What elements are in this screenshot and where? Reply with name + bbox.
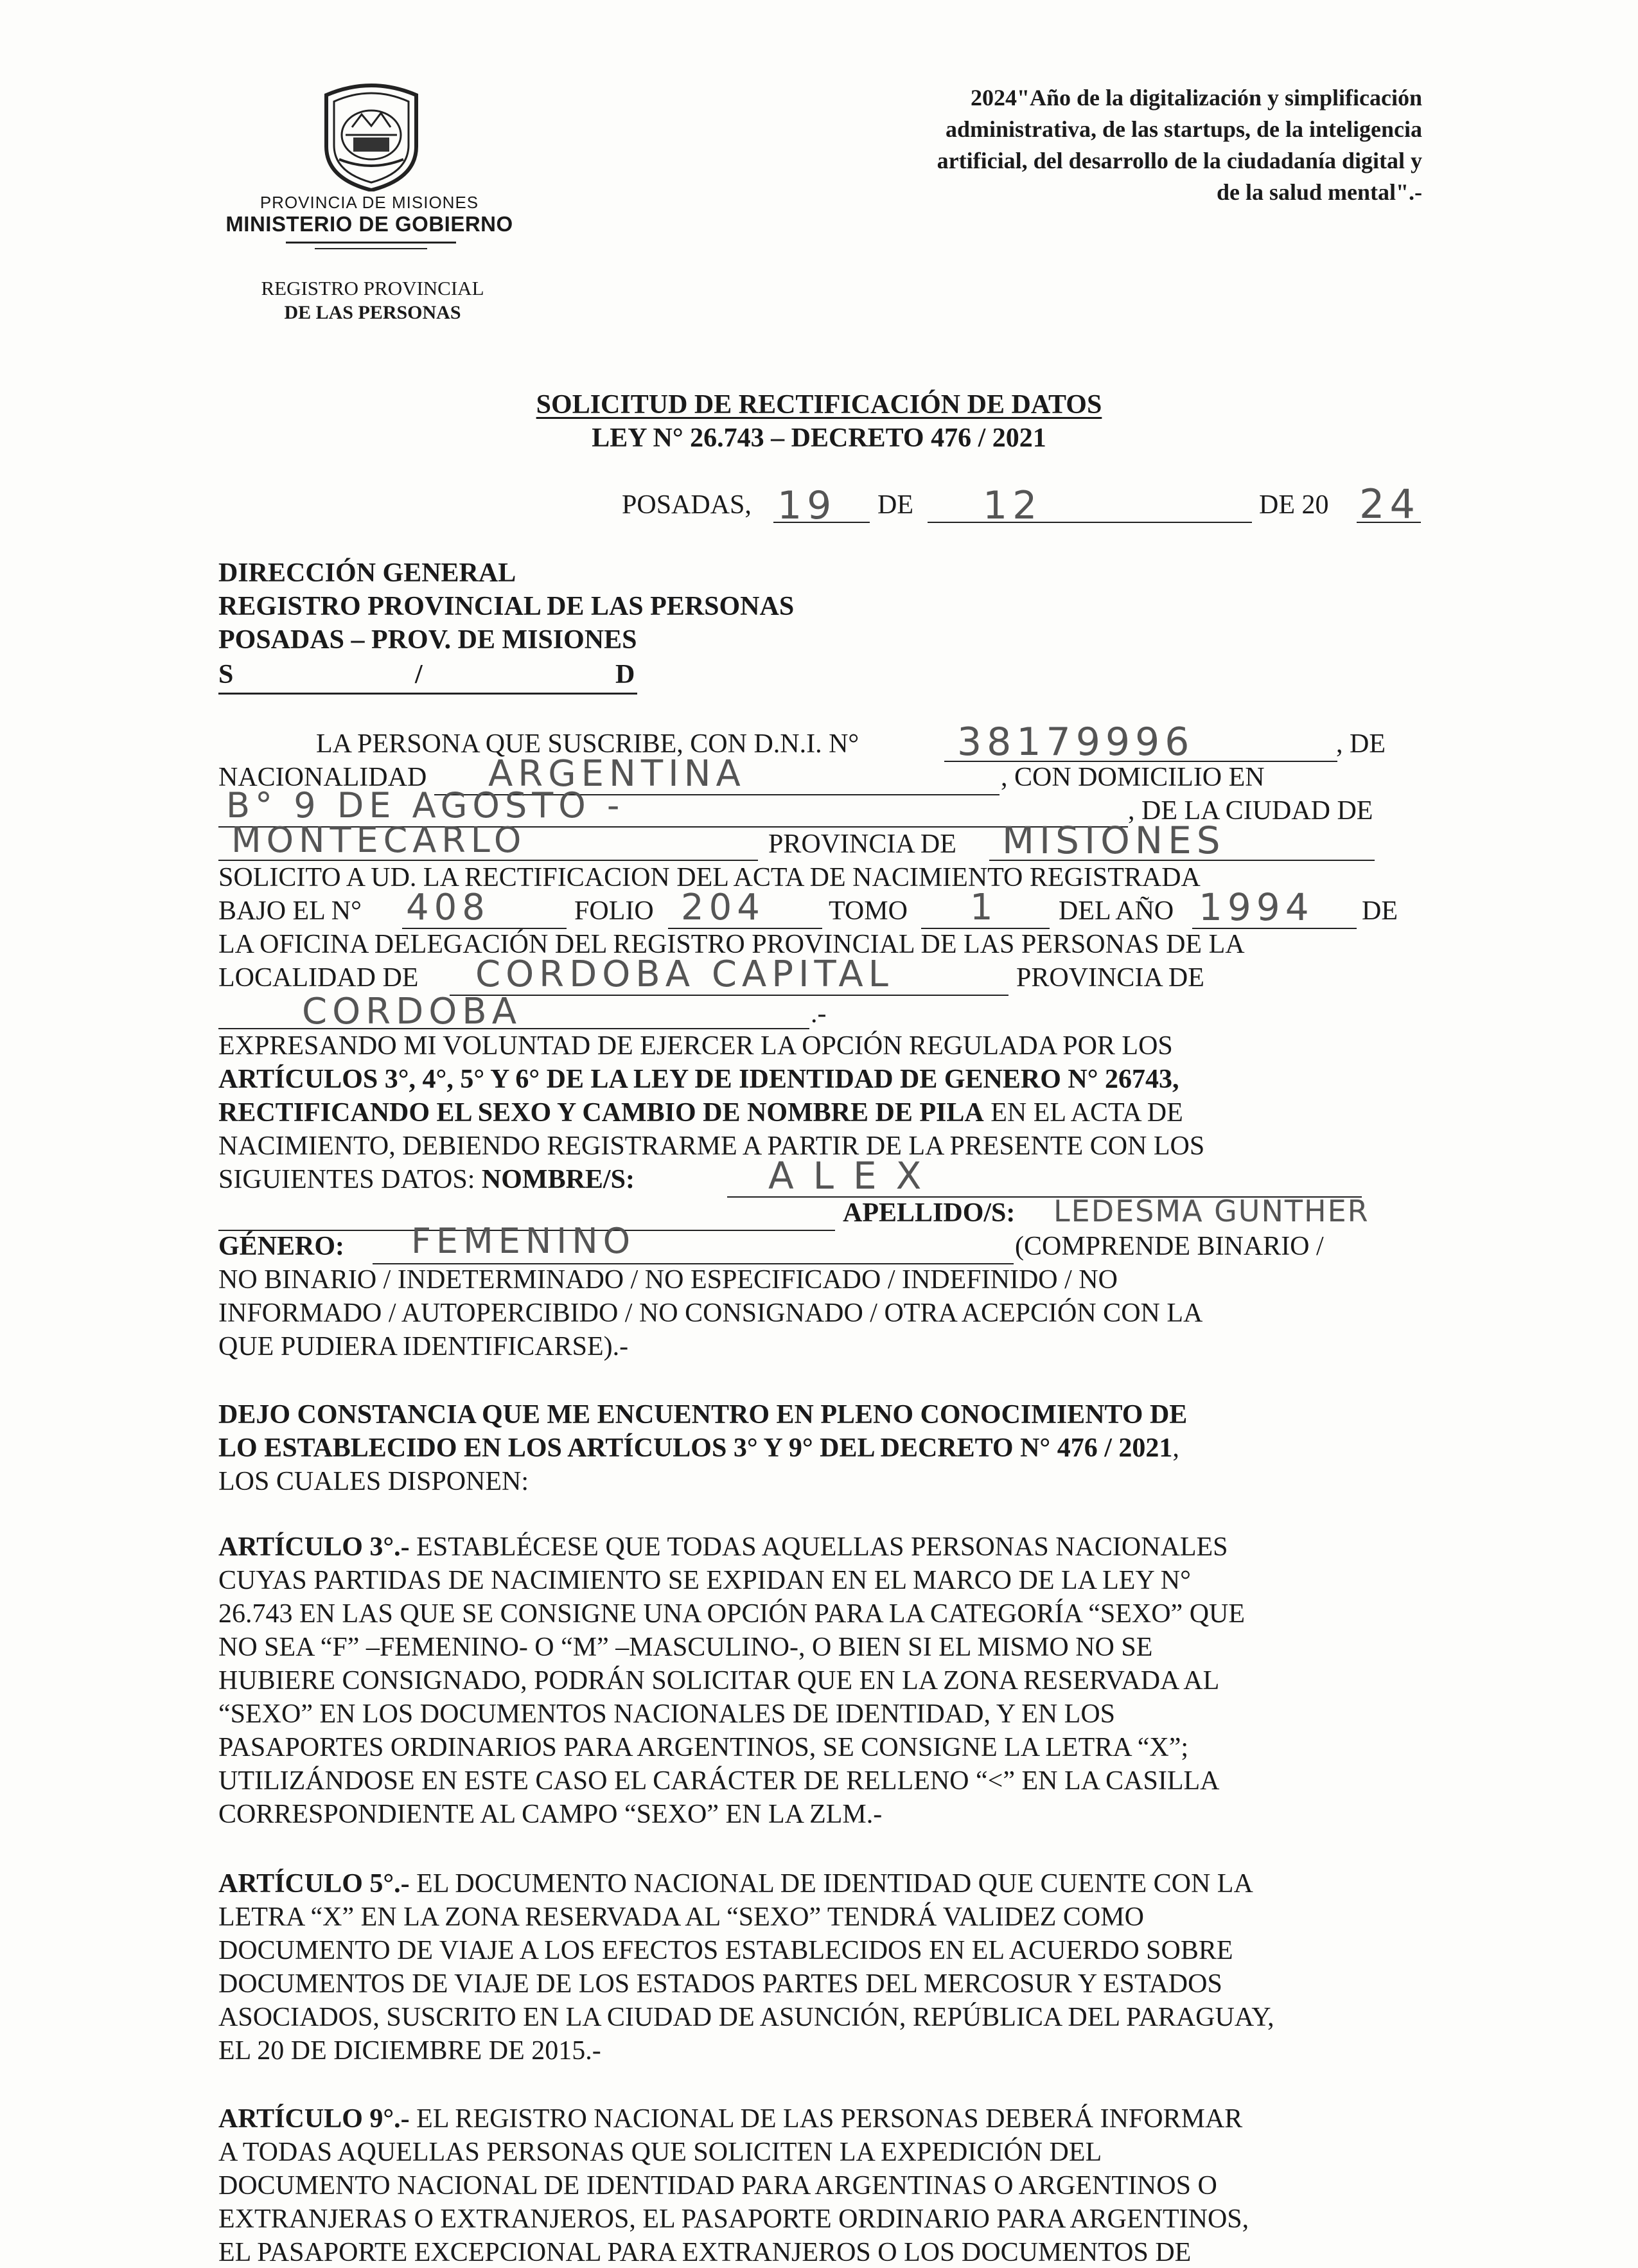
article-3-line: UTILIZÁNDOSE EN ESTE CASO EL CARÁCTER DE RELLENO “<” EN LA CASILLA <box>218 1766 1220 1796</box>
nacionalidad-value[interactable]: ARGENTINA <box>488 753 746 795</box>
article-5-line: LETRA “X” EN LA ZONA RESERVADA AL “SEXO” TENDRÁ VALIDEZ COMO <box>218 1902 1144 1932</box>
tomo-value[interactable]: 1 <box>970 887 998 928</box>
article-3-label: ARTÍCULO 3°.- <box>218 1532 410 1562</box>
motto-line: de la salud mental".- <box>1216 179 1422 205</box>
registry-line-1: REGISTRO PROVINCIAL <box>261 277 484 299</box>
org-line-province: PROVINCIA DE MISIONES <box>260 193 479 212</box>
recipient-line-2: REGISTRO PROVINCIAL DE LAS PERSONAS <box>218 592 795 621</box>
article-3-line: HUBIERE CONSIGNADO, PODRÁN SOLICITAR QUE EN LA ZONA RESERVADA AL <box>218 1666 1220 1696</box>
motto-line: administrativa, de las startups, de la inteligencia <box>945 116 1422 142</box>
article-3-line: “SEXO” EN LOS DOCUMENTOS NACIONALES DE IDENTIDAD, Y EN LOS <box>218 1699 1116 1729</box>
oficina-text: LA OFICINA DELEGACIÓN DEL REGISTRO PROVINCIAL DE LAS PERSONAS DE LA <box>218 930 1245 959</box>
genero-note-4: QUE PUDIERA IDENTIFICARSE).- <box>218 1332 629 1361</box>
article-3-line: ARTÍCULO 3°.- ESTABLÉCESE QUE TODAS AQUELLAS PERSONAS NACIONALES <box>218 1532 1228 1562</box>
article-3-line: PASAPORTES ORDINARIOS PARA ARGENTINOS, SE CONSIGNE LA LETRA “X”; <box>218 1733 1189 1762</box>
year-motto <box>683 82 1422 208</box>
genero-label: GÉNERO: <box>218 1232 345 1261</box>
date-month[interactable]: 12 <box>983 483 1043 528</box>
date-de-label: DE <box>877 490 913 520</box>
voluntad-line-3: RECTIFICANDO EL SEXO Y CAMBIO DE NOMBRE DE PILA EN EL ACTA DE <box>218 1098 1183 1128</box>
constancia-line-1: DEJO CONSTANCIA QUE ME ENCUENTRO EN PLENO CONOCIMIENTO DE <box>218 1400 1188 1430</box>
recipient-line-1: DIRECCIÓN GENERAL <box>218 558 516 588</box>
anio-label: DEL AÑO <box>1059 896 1174 926</box>
header-divider-short <box>315 248 427 249</box>
de3-label: DE <box>1362 896 1398 926</box>
date-city-label: POSADAS, <box>622 490 752 520</box>
article-9-label: ARTÍCULO 9°.- <box>218 2104 410 2134</box>
genero-note-1: (COMPRENDE BINARIO / <box>1015 1232 1324 1261</box>
article-9-line: ARTÍCULO 9°.- EL REGISTRO NACIONAL DE LAS PERSONAS DEBERÁ INFORMAR <box>218 2104 1243 2134</box>
apellido-label: APELLIDO/S: <box>843 1198 1016 1228</box>
date-year-label: DE 20 <box>1259 490 1329 520</box>
article-5-line: DOCUMENTOS DE VIAJE DE LOS ESTADOS PARTES DEL MERCOSUR Y ESTADOS <box>218 1969 1222 1999</box>
motto-line: 2024"Año de la digitalización y simplificación <box>970 85 1422 111</box>
dni-label: LA PERSONA QUE SUSCRIBE, CON D.N.I. N° <box>316 729 859 759</box>
article-9-line: EL PASAPORTE EXCEPCIONAL PARA EXTRANJEROS O LOS DOCUMENTOS DE <box>218 2238 1192 2267</box>
anio-value[interactable]: 1994 <box>1199 885 1314 929</box>
provincia2-label: PROVINCIA DE <box>1016 963 1204 993</box>
registry-line-2: DE LAS PERSONAS <box>284 302 461 323</box>
article-5-label: ARTÍCULO 5°.- <box>218 1869 410 1899</box>
article-5-line: ARTÍCULO 5°.- EL DOCUMENTO NACIONAL DE IDENTIDAD QUE CUENTE CON LA <box>218 1869 1253 1899</box>
voluntad-line-1: EXPRESANDO MI VOLUNTAD DE EJERCER LA OPCIÓN REGULADA POR LOS <box>218 1031 1173 1061</box>
provincial-seal-logo <box>313 76 429 191</box>
recipient-line-3: POSADAS – PROV. DE MISIONES <box>218 625 637 655</box>
folio-label: FOLIO <box>574 896 654 926</box>
de-label: , DE <box>1336 729 1386 759</box>
article-5-line: DOCUMENTO DE VIAJE A LOS EFECTOS ESTABLECIDOS EN EL ACUERDO SOBRE <box>218 1936 1233 1965</box>
dni-value[interactable]: 38179996 <box>957 720 1195 765</box>
constancia-line-2: LO ESTABLECIDO EN LOS ARTÍCULOS 3° Y 9° DEL DECRETO N° 476 / 2021, <box>218 1433 1179 1463</box>
document-subtitle: LEY N° 26.743 – DECRETO 476 / 2021 <box>592 423 1046 453</box>
date-month-line <box>928 522 1252 523</box>
org-line-ministry: MINISTERIO DE GOBIERNO <box>225 212 513 236</box>
voluntad-line-4: NACIMIENTO, DEBIENDO REGISTRARME A PARTIR DE LA PRESENTE CON LOS <box>218 1131 1205 1161</box>
nacionalidad-label: NACIONALIDAD <box>218 763 427 792</box>
article-5-line: EL 20 DE DICIEMBRE DE 2015.- <box>218 2036 601 2066</box>
article-3-line: NO SEA “F” –FEMENINO- O “M” –MASCULINO-, O BIEN SI EL MISMO NO SE <box>218 1633 1153 1662</box>
article-3-line: 26.743 EN LAS QUE SE CONSIGNE UNA OPCIÓN PARA LA CATEGORÍA “SEXO” QUE <box>218 1599 1246 1629</box>
article-3-line: CUYAS PARTIDAS DE NACIMIENTO SE EXPIDAN EN EL MARCO DE LA LEY N° <box>218 1566 1191 1595</box>
article-5-line: ASOCIADOS, SUSCRITO EN LA CIUDAD DE ASUNCIÓN, REPÚBLICA DEL PARAGUAY, <box>218 2003 1274 2032</box>
header-divider <box>286 242 456 244</box>
recipient-s: S <box>218 660 234 689</box>
ciudad-label: , DE LA CIUDAD DE <box>1128 796 1373 826</box>
voluntad-line-2: ARTÍCULOS 3°, 4°, 5° Y 6° DE LA LEY DE IDENTIDAD DE GENERO N° 26743, <box>218 1065 1179 1094</box>
genero-note-2: NO BINARIO / INDETERMINADO / NO ESPECIFICADO / INDEFINIDO / NO <box>218 1265 1118 1295</box>
localidad-label: LOCALIDAD DE <box>218 963 419 993</box>
numero-label: BAJO EL N° <box>218 896 362 926</box>
article-9-line: A TODAS AQUELLAS PERSONAS QUE SOLICITEN LA EXPEDICIÓN DEL <box>218 2138 1102 2167</box>
provincia-label: PROVINCIA DE <box>768 829 956 859</box>
localidad-value[interactable]: CORDOBA CAPITAL <box>475 953 894 995</box>
voluntad-line-5: SIGUIENTES DATOS: NOMBRE/S: <box>218 1165 635 1194</box>
motto-line: artificial, del desarrollo de la ciudadanía digital y <box>937 148 1422 173</box>
end-mark: .- <box>811 999 827 1029</box>
folio-value[interactable]: 204 <box>681 887 765 928</box>
genero-value[interactable]: FEMENINO <box>411 1221 636 1261</box>
recipient-slash: / <box>415 660 423 689</box>
article-3-line: CORRESPONDIENTE AL CAMPO “SEXO” EN LA ZLM.- <box>218 1800 883 1829</box>
document-title: SOLICITUD DE RECTIFICACIÓN DE DATOS <box>536 390 1102 420</box>
solicito-text: SOLICITO A UD. LA RECTIFICACION DEL ACTA DE NACIMIENTO REGISTRADA <box>218 863 1201 892</box>
provincia-value[interactable]: MISIONES <box>1002 819 1226 862</box>
domicilio-label: , CON DOMICILIO EN <box>1001 763 1265 792</box>
date-day[interactable]: 19 <box>777 483 837 528</box>
domicilio-value[interactable]: B° 9 DE AGOSTO - <box>226 785 625 826</box>
recipient-d: D <box>615 660 635 689</box>
tomo-label: TOMO <box>829 896 908 926</box>
article-9-line: EXTRANJERAS O EXTRANJEROS, EL PASAPORTE ORDINARIO PARA ARGENTINOS, <box>218 2204 1249 2234</box>
apellido-value[interactable]: LEDESMA GUNTHER <box>1053 1194 1369 1228</box>
recipient-underline <box>218 693 637 695</box>
article-9-line: DOCUMENTO NACIONAL DE IDENTIDAD PARA ARGENTINAS O ARGENTINOS O <box>218 2171 1217 2201</box>
constancia-line-3: LOS CUALES DISPONEN: <box>218 1467 529 1496</box>
genero-note-3: INFORMADO / AUTOPERCIBIDO / NO CONSIGNADO / OTRA ACEPCIÓN CON LA <box>218 1298 1203 1328</box>
nombre-value[interactable]: ALEX <box>768 1154 941 1198</box>
ciudad-value[interactable]: MONTECARLO <box>231 820 527 860</box>
numero-value[interactable]: 408 <box>406 887 490 928</box>
date-year[interactable]: 24 <box>1359 481 1420 527</box>
provincia2-value[interactable]: CORDOBA <box>302 991 522 1032</box>
